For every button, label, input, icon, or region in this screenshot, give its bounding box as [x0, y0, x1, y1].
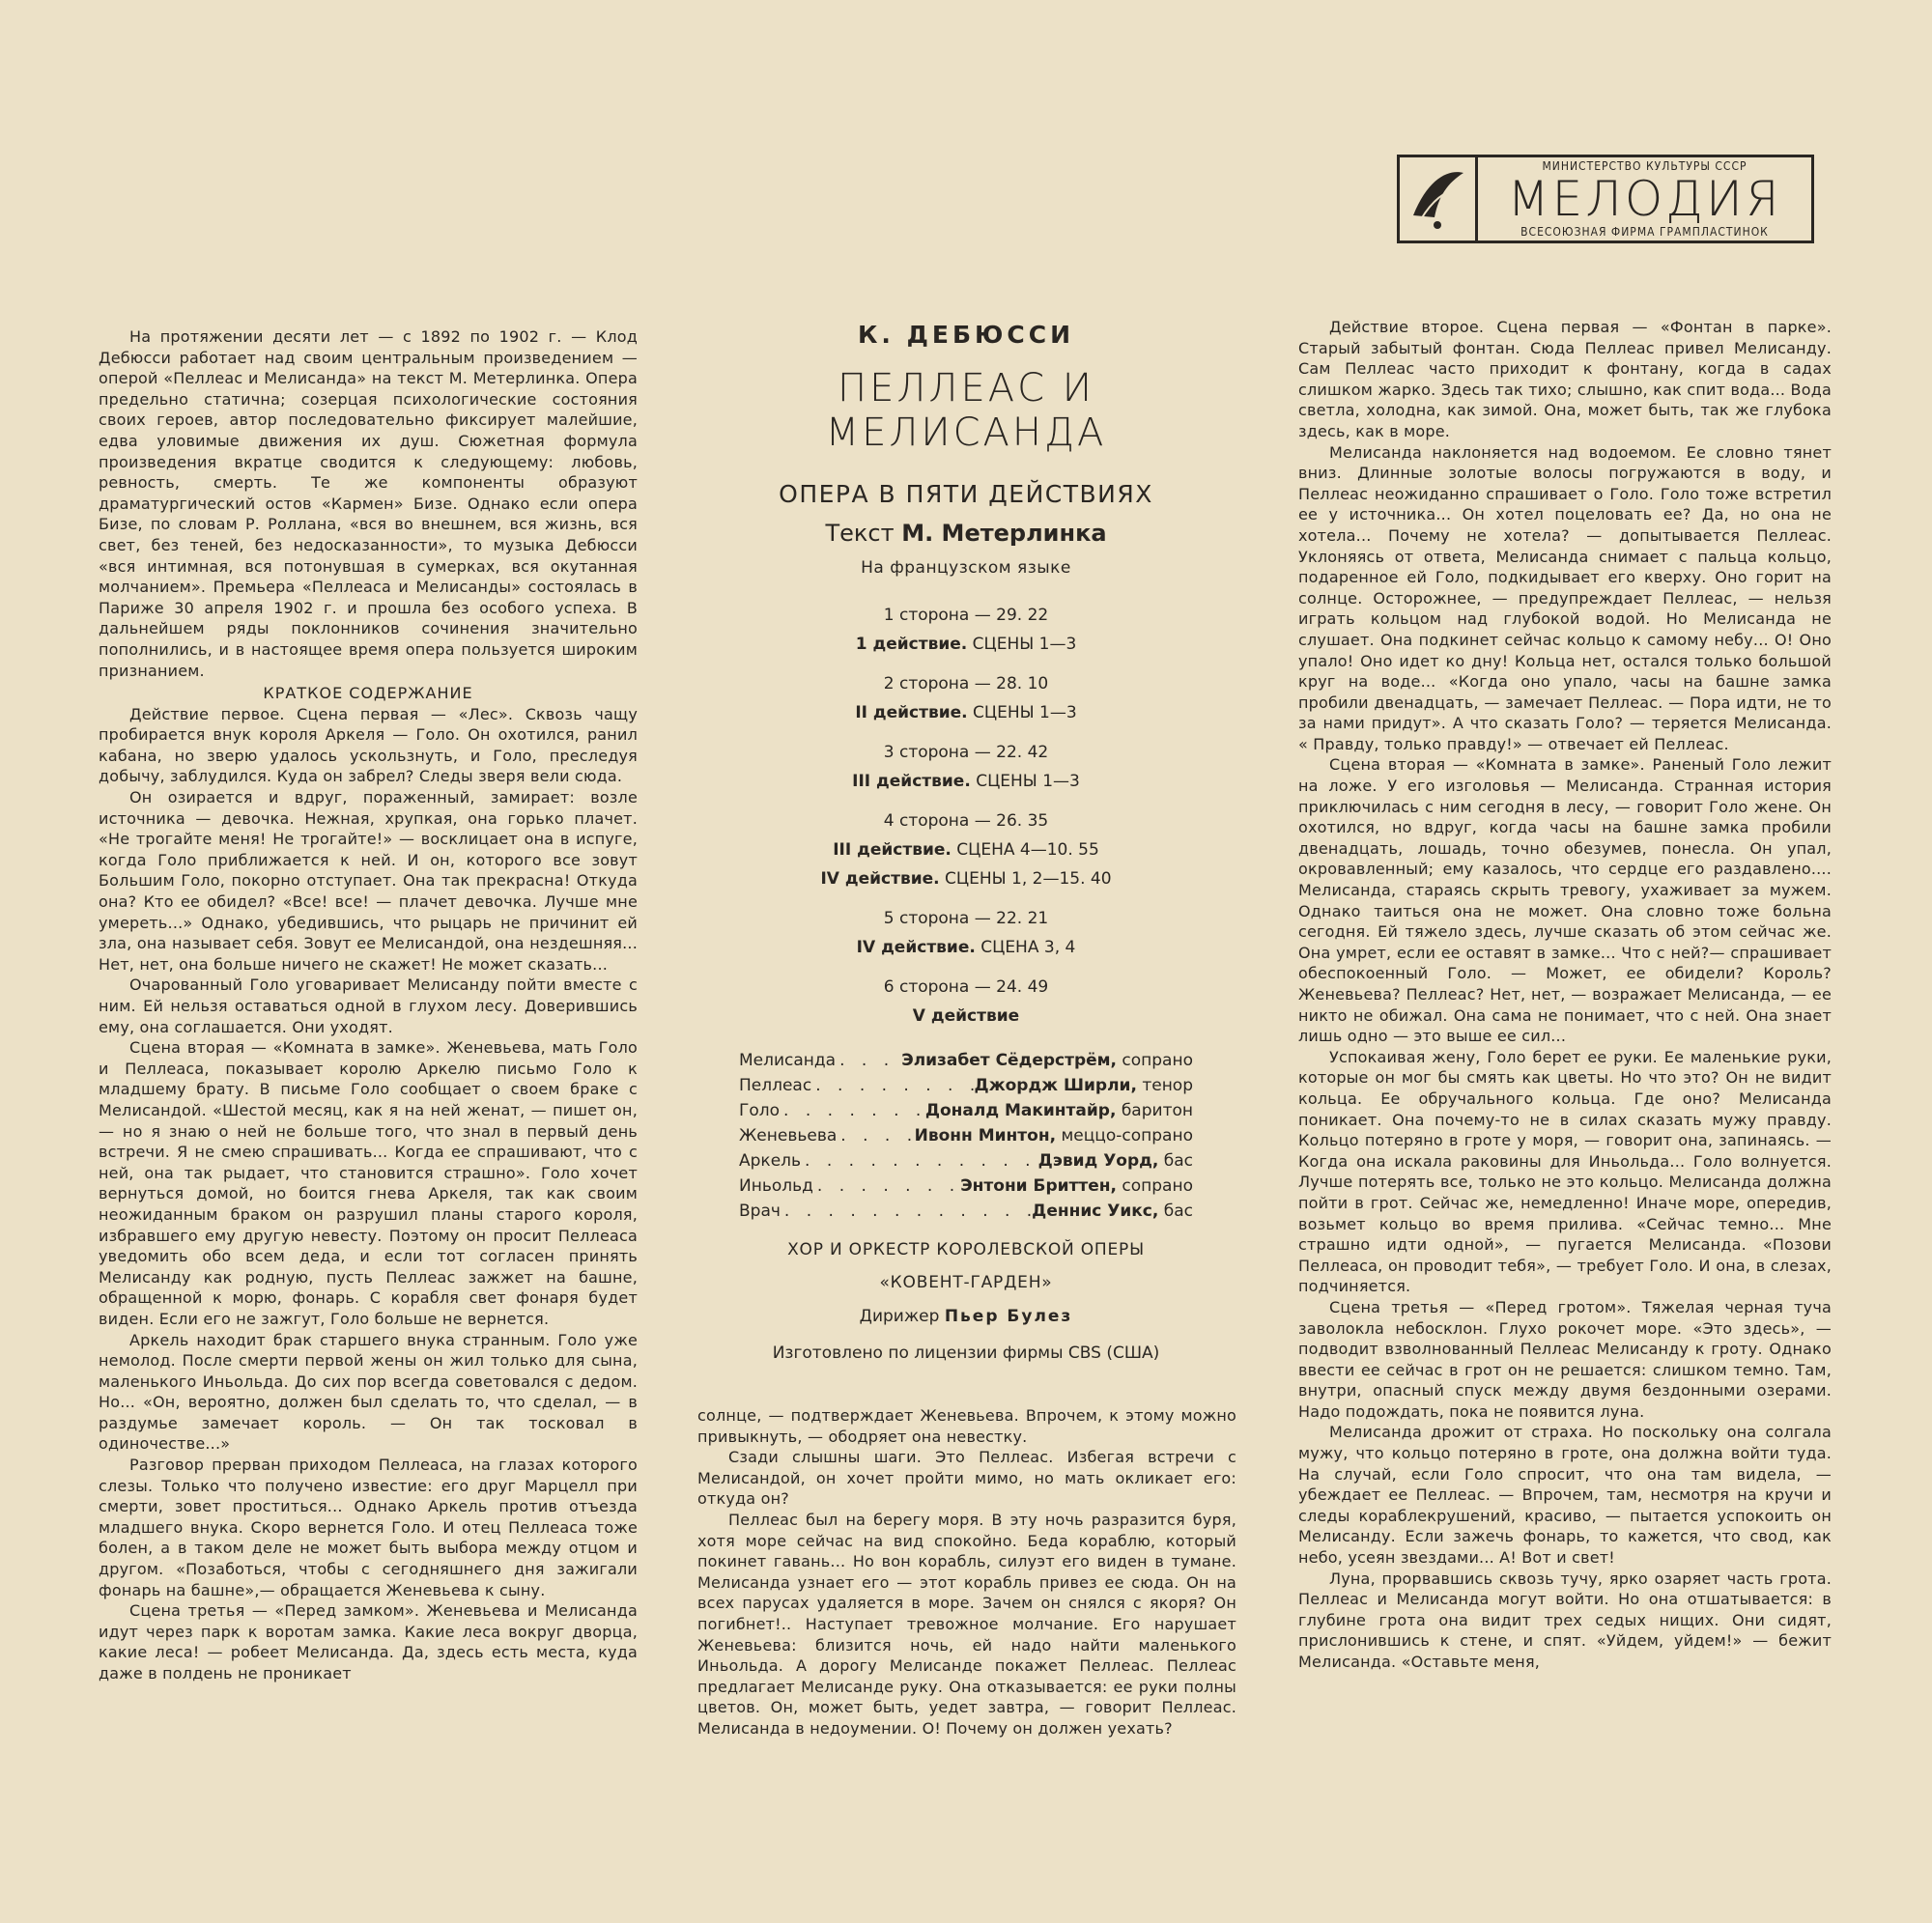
- act-label: III действие.: [852, 772, 971, 791]
- act-label: 1 действие.: [855, 635, 968, 654]
- cast-list: [739, 1048, 1193, 1224]
- cast-performer: Джордж Ширли,: [974, 1076, 1137, 1095]
- opera-subtitle: ОПЕРА В ПЯТИ ДЕЙСТВИЯХ: [779, 480, 1153, 508]
- side-label: 4 сторона — 26. 35: [883, 811, 1049, 831]
- cast-row: [739, 1098, 1193, 1123]
- side-label: 5 сторона — 22. 21: [883, 909, 1049, 928]
- cast-role: Врач: [739, 1202, 781, 1221]
- paragraph: Действие второе. Сцена первая — «Фонтан в парке». Старый забытый фонтан. Сюда Пеллеас привел Мелисанду. Сам Пеллеас часто приходит к фонтану, когда в садах слишком жарко. Здесь так тихо; слышно, как спит вода... Вода светла, холодна, как зимой. Она, может быть, так же глубока здесь, как в море.: [1298, 318, 1832, 440]
- logo-firm: ВСЕСОЮЗНАЯ ФИРМА ГРАМПЛАСТИНОК: [1520, 225, 1769, 239]
- cast-role: Аркель: [739, 1151, 802, 1171]
- paragraph: Сцена вторая — «Комната в замке». Раненый Голо лежит на ложе. У его изголовья — Мелисанда. Странная история приключилась с ним сегодня в лесу, — говорит Голо жене. Он охотился, но вдруг, когда часы на башне замка пробили двенадцать, лошадь, точно обезумев, понесла. Он упал, окровавленный; ему казалось, что сердце его раздавлено.... Мелисанда, стараясь скрыть тревогу, ухаживает за мужем. Однако таиться она не может. Она словно тоже больна сегодня. Ей тяжело здесь, лучше сказать об этом сейчас же. Она умрет, если ее оставят в замке... Что с ней?— спрашивает обеспокоенный Голо. — Может, ее обидели? Король? Женевьева? Пеллеас? Нет, нет, — возражает Мелисанда, — ее никто не обижал. Она сама не понимает, что с ней. Она знает лишь одно — это выше ее сил...: [1298, 755, 1832, 1046]
- middle-column-text: [697, 1405, 1236, 1739]
- opera-title: ПЕЛЛЕАС И МЕЛИСАНДА: [825, 366, 1107, 455]
- side-entry: [692, 806, 1240, 893]
- cast-performer: Энтони Бриттен,: [960, 1176, 1117, 1196]
- cast-role: Мелисанда: [739, 1051, 837, 1070]
- paragraph: Сзади слышны шаги. Это Пеллеас. Избегая встречи с Мелисандой, он хочет пройти мимо, но мать окликает его: откуда он?: [697, 1448, 1236, 1509]
- cast-role: Голо: [739, 1101, 781, 1120]
- cast-role: Иньольд: [739, 1176, 813, 1196]
- side-list: [692, 601, 1240, 1031]
- scenes-label: СЦЕНЫ 1—3: [972, 635, 1077, 654]
- melodiya-emblem-icon: [1400, 157, 1478, 240]
- center-column: [692, 317, 1240, 1363]
- scenes-label: СЦЕНЫ 1, 2—15. 40: [945, 869, 1112, 889]
- paragraph: Луна, прорвавшись сквозь тучу, ярко озаряет часть грота. Пеллеас и Мелисанда могут войти. Но она отшатывается: в глубине грота она видит трех седых нищих. Они сидят, прислонившись к стене, и спят. «Уйдем, уйдем!» — бежит Мелисанда. «Оставьте меня,: [1298, 1569, 1832, 1671]
- paragraph: Пеллеас был на берегу моря. В эту ночь разразится буря, хотя море сейчас на вид спокойно. Беда кораблю, который покинет гавань... Но вон корабль, силуэт его виден в тумане. Мелисанда узнает его — этот корабль привез ее сюда. Он на всех парусах удаляется в море. Зачем он снялся с якоря? Он погибнет!.. Наступает тревожное молчание. Его нарушает Женевьева: близится ночь, ей надо найти маленького Иньольда. А дорогу Мелисанде покажет Пеллеас. Пеллеас предлагает Мелисанде руку. Она отказывается: ее руки полны цветов. Он, может быть, уедет завтра, — говорит Пеллеас. Мелисанда в недоумении. О! Почему он должен уехать?: [697, 1510, 1236, 1738]
- choir-line: «КОВЕНТ-ГАРДЕН»: [879, 1273, 1053, 1292]
- paragraph: Он озирается и вдруг, пораженный, замирает: возле источника — девочка. Нежная, хрупкая, она горько плачет. «Не трогайте меня! Не трогайте!» — восклицает она в испуге, когда Голо приближается к ней. И он, которого все зовут Большим Голо, покорно отступает. Она так прекрасна! Откуда она? Кто ее обидел? «Все! все! — плачет девочка. Лучше мне умереть...» Однако, убедившись, что рыцарь не причинит ей зла, она называет себя. Зовут ее Мелисандой, она нездешняя... Нет, нет, она больше ничего не скажет! Не может сказать...: [99, 788, 638, 974]
- paragraph: Сцена третья — «Перед замком». Женевьева и Мелисанда идут через парк к воротам замка. Какие леса вокруг дворца, какие леса! — робеет Мелисанда. Да, здесь есть места, куда даже в полдень не проникает: [99, 1601, 638, 1683]
- conductor-name: Пьер Булез: [944, 1307, 1073, 1326]
- cast-row: [739, 1148, 1193, 1174]
- cast-row: [739, 1048, 1193, 1073]
- choir-line: ХОР И ОРКЕСТР КОРОЛЕВСКОЙ ОПЕРЫ: [787, 1240, 1145, 1259]
- cast-voice: сопрано: [1122, 1051, 1193, 1070]
- side-label: 1 сторона — 29. 22: [883, 606, 1049, 625]
- intro-paragraph: На протяжении десяти лет — с 1892 по 1902 г. — Клод Дебюсси работает над своим центральным произведением — оперой «Пеллеас и Мелисанда» на текст М. Метерлинка. Опера предельно статична; созерцая психологические состояния своих героев, автор последовательно фиксирует малейшие, едва уловимые движения их душ. Сюжетная формула произведения вкратце сводится к следующему: любовь, ревность, смерть. Те же компоненты образуют драматургический остов «Кармен» Бизе. Однако если опера Бизе, по словам Р. Роллана, «вся во внешнем, вся жизнь, вся свет, без теней, без недосказанности», то музыка Дебюсси «вся интимная, вся потонувшая в сумерках, вся окутанная молчанием». Премьера «Пеллеаса и Мелисанды» состоялась в Париже 30 апреля 1902 г. и прошла без особого успеха. В дальнейшем ряды поклонников сочинения значительно пополнились, и в настоящее время опера пользуется широким признанием.: [99, 327, 638, 680]
- paragraph: Мелисанда наклоняется над водоемом. Ее словно тянет вниз. Длинные золотые волосы погружаются в воду, и Пеллеас неожиданно спрашивает о Голо. Голо тоже встретил ее у источника... Он хотел поцеловать ее? Да, но она не хотела... Почему не хотела? — допытывается Пеллеас. Уклоняясь от ответа, Мелисанда снимает с пальца кольцо, подаренное ей Голо, подкидывает его кверху. Оно горит на солнце. Осторожнее, — предупреждает Пеллеас, — нельзя играть кольцом над глубокой водой. Но Мелисанда не слушает. Она подкинет сейчас кольцо к самому небу... О! Оно упало! Оно идет ко дну! Кольца нет, остался только большой круг на воде... «Когда оно упало, часы на башне замка пробили двенадцать, — замечает Пеллеас. — Пора идти, не то за нами придут». А что сказать Голо? — теряется Мелисанда. « Правду, только правду!» — отвечает ей Пеллеас.: [1298, 442, 1832, 753]
- cast-voice: бас: [1163, 1151, 1193, 1171]
- license-note: Изготовлено по лицензии фирмы CBS (США): [772, 1343, 1160, 1363]
- scenes-label: СЦЕНЫ 1—3: [976, 772, 1080, 791]
- side-label: 3 сторона — 22. 42: [883, 743, 1049, 762]
- cast-voice: меццо-сопрано: [1061, 1126, 1193, 1145]
- cast-voice: сопрано: [1122, 1176, 1193, 1196]
- paragraph: Мелисанда дрожит от страха. Но поскольку она солгала мужу, что кольцо потеряно в гроте, она должна войти туда. На случай, если Голо спросит, что она там видела, — убеждает ее Пеллеас. — Впрочем, там, несмотря на кручи и следы кораблекрушений, красиво, — пытается успокоить он Мелисанду. Если зажечь фонарь, то кажется, что свод, как небо, усеян звездами... А! Вот и свет!: [1298, 1423, 1832, 1568]
- cast-performer: Дэвид Уорд,: [1037, 1151, 1159, 1171]
- act-label: IV действие.: [856, 938, 976, 957]
- conductor-credit: [692, 1307, 1240, 1326]
- side-entry: [692, 973, 1240, 1031]
- paragraph: солнце, — подтверждает Женевьева. Впрочем, к этому можно привыкнуть, — ободряет она невестку.: [697, 1406, 1236, 1446]
- composer: К. ДЕБЮССИ: [858, 321, 1074, 349]
- language-note: На французском языке: [861, 558, 1071, 578]
- side-entry: [692, 904, 1240, 962]
- cast-row: [739, 1123, 1193, 1148]
- libretto-prefix: Текст: [825, 520, 895, 547]
- choir-credit: [692, 1233, 1240, 1299]
- libretto-author: М. Метерлинка: [901, 520, 1107, 547]
- act-label: II действие.: [855, 703, 968, 722]
- cast-role: Женевьева: [739, 1126, 838, 1145]
- paragraph: Очарованный Голо уговаривает Мелисанду пойти вместе с ним. Ей нельзя оставаться одной в глухом лесу. Доверившись ему, она соглашается. Они уходят.: [99, 976, 638, 1036]
- paragraph: Сцена третья — «Перед гротом». Тяжелая черная туча заволокла небосклон. Глухо рокочет море. «Это здесь», — подводит взволнованный Пеллеас Мелисанду к гроту. Однако ввести ее сейчас в грот он не решается: слишком темно. Там, внутри, опасный спуск между двумя бездонными озерами. Надо подождать, пока не появится луна.: [1298, 1297, 1832, 1421]
- cast-row: [739, 1199, 1193, 1224]
- cast-performer: Элизабет Сёдерстрём,: [901, 1051, 1117, 1070]
- paragraph: Аркель находит брак старшего внука странным. Голо уже немолод. После смерти первой жены он жил только для сына, маленького Иньольда. До сих пор всегда советовался с дедом. Но... «Он, вероятно, должен был сделать то, что сделал, — в раздумье замечает король. — Он так тосковал в одиночестве...»: [99, 1330, 638, 1454]
- act-label: V действие: [912, 1006, 1020, 1026]
- logo-name: МЕЛОДИЯ: [1507, 171, 1782, 227]
- libretto-credit: [692, 520, 1240, 547]
- synopsis-heading: КРАТКОЕ СОДЕРЖАНИЕ: [263, 684, 473, 703]
- cast-performer: Ивонн Минтон,: [914, 1126, 1057, 1145]
- side-label: 2 сторона — 28. 10: [883, 674, 1049, 693]
- logo-ministry: МИНИСТЕРСТВО КУЛЬТУРЫ СССР: [1542, 159, 1747, 173]
- conductor-prefix: Дирижер: [859, 1307, 940, 1326]
- cast-performer: Доналд Макинтайр,: [924, 1101, 1117, 1120]
- scenes-label: СЦЕНЫ 1—3: [973, 703, 1077, 722]
- cast-voice: тенор: [1142, 1076, 1193, 1095]
- cast-role: Пеллеас: [739, 1076, 812, 1095]
- paragraph: Действие первое. Сцена первая — «Лес». Сквозь чащу пробирается внук короля Аркеля — Голо. Он охотился, ранил кабана, но зверю удалось ускользнуть, и Голо, преследуя добычу, заблудился. Куда он забрел? Следы зверя вели сюда.: [99, 704, 638, 786]
- act-label: IV действие.: [820, 869, 940, 889]
- cast-row: [739, 1073, 1193, 1098]
- scenes-label: СЦЕНА 4—10. 55: [956, 840, 1099, 860]
- left-column: [99, 326, 638, 1684]
- paragraph: Разговор прерван приходом Пеллеаса, на глазах которого слезы. Только что получено известие: его друг Марцелл при смерти, зовет проститься... Однако Аркель против отъезда младшего внука. Скоро вернется Голо. И отец Пеллеаса тоже болен, а в таком деле не может быть выбора между отцом и другом. «Позаботься, чтобы с сегодняшнего дня зажигали фонарь на башне»,— обращается Женевьева к сыну.: [99, 1456, 638, 1599]
- scenes-label: СЦЕНА 3, 4: [980, 938, 1076, 957]
- side-entry: [692, 669, 1240, 727]
- side-label: 6 сторона — 24. 49: [883, 977, 1049, 997]
- cast-performer: Деннис Уикс,: [1032, 1202, 1159, 1221]
- melodiya-logo: [1397, 155, 1814, 243]
- side-entry: [692, 601, 1240, 659]
- right-column: [1298, 317, 1832, 1673]
- paragraph: Успокаивая жену, Голо берет ее руки. Ее маленькие руки, которые он мог бы смять как цветы. Но что это? Он не видит кольца. Ее обручального кольца. Где оно? Мелисанда поникает. Она почему-то не в силах сказать мужу правду. Кольцо потеряно в гроте у моря, — говорит она, запинаясь. — Когда она искала раковины для Иньольда... Голо волнуется. Лучше потерять все, только не это кольцо. Мелисанда должна пойти в грот. Сейчас же, немедленно! Иначе море, опередив, возьмет кольцо во время прилива. «Сейчас темно... Мне страшно идти одной», — пугается Мелисанда. «Позови Пеллеаса, он проводит тебя», — требует Голо. И она, в слезах, подчиняется.: [1298, 1047, 1832, 1296]
- cast-voice: бас: [1163, 1202, 1193, 1221]
- cast-voice: баритон: [1121, 1101, 1193, 1120]
- side-entry: [692, 738, 1240, 796]
- paragraph: Сцена вторая — «Комната в замке». Женевьева, мать Голо и Пеллеаса, показывает королю Аркелю письмо Голо к младшему брату. В письме Голо сообщает о своем браке с Мелисандой. «Шестой месяц, как я на ней женат, — пишет он, — но я знаю о ней не больше того, что знал в первый день встречи. Я не смею спрашивать... Когда ее спрашивают, что с ней, она так рыдает, что становится страшно». Голо хочет вернуться домой, но боится гнева Аркеля, так как своим неожиданным браком он разрушил планы старого короля, избравшего ему другую невесту. Поэтому он просит Пеллеаса уведомить обо всем деда, и если тот согласен принять Мелисанду как родную, пусть Пеллеас зажжет на башне, обращенной к морю, фонарь. С корабля свет фонаря будет виден. Если его не зажгут, Голо больше не вернется.: [99, 1038, 638, 1328]
- cast-row: [739, 1174, 1193, 1199]
- act-label: III действие.: [833, 840, 952, 860]
